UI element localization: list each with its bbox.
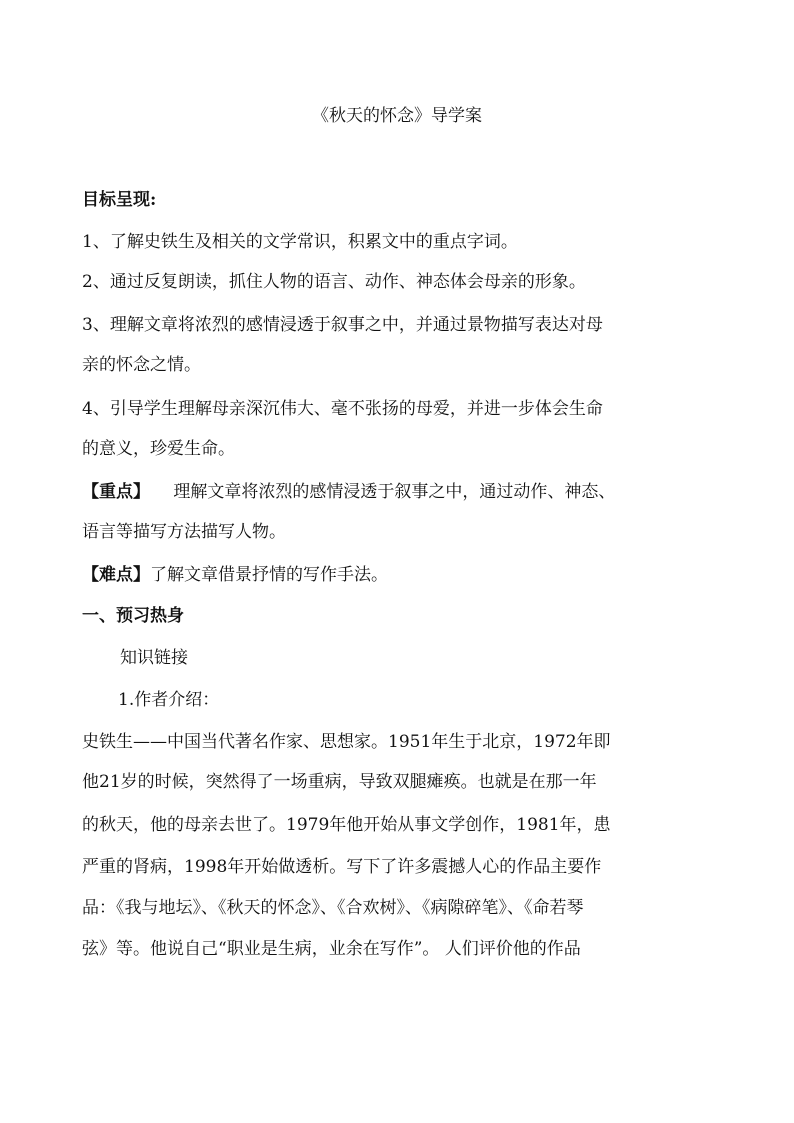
goal-line: 1、了解史铁生及相关的文学常识，积累文中的重点字词。 xyxy=(82,232,518,252)
goal-line: 3、理解文章将浓烈的感情浸透于叙事之中，并通过景物描写表达对母 xyxy=(82,315,603,335)
author-intro-line: 品：《我与地坛》、《秋天的怀念》、《合欢树》、《病隙碎笔》、《命若琴 xyxy=(82,898,584,918)
goals-heading: 目标呈现: xyxy=(82,190,157,210)
author-intro-line: 史铁生——中国当代著名作家、思想家。1951年生于北京，1972年即 xyxy=(82,732,611,752)
document-title: 《秋天的怀念》导学案 xyxy=(312,106,482,126)
author-intro-heading: 1.作者介绍： xyxy=(118,690,220,710)
goal-line: 亲的怀念之情。 xyxy=(82,355,201,375)
key-point-line1 xyxy=(82,480,712,504)
difficult-point xyxy=(82,563,712,587)
author-intro-line: 严重的肾病，1998年开始做透析。写下了许多震撼人心的作品主要作 xyxy=(82,857,602,877)
difficult-point-label: 【难点】 xyxy=(82,565,150,585)
key-point-text: 理解文章将浓烈的感情浸透于叙事之中，通过动作、神态、 xyxy=(173,482,616,502)
author-intro-line: 的秋天，他的母亲去世了。1979年他开始从事文学创作，1981年，患 xyxy=(82,815,611,835)
knowledge-link: 知识链接 xyxy=(120,648,188,668)
section1-heading: 一、预习热身 xyxy=(82,606,184,626)
author-intro-line: 弦》等。他说自己“职业是生病，业余在写作”。 人们评价他的作品 xyxy=(82,939,581,959)
key-point-line2: 语言等描写方法描写人物。 xyxy=(82,522,286,542)
goal-line: 2、通过反复朗读，抓住人物的语言、动作、神态体会母亲的形象。 xyxy=(82,272,586,292)
key-point-label: 【重点】 xyxy=(82,482,150,502)
goal-line: 4、引导学生理解母亲深沉伟大、毫不张扬的母爱，并进一步体会生命 xyxy=(82,399,603,419)
author-intro-line: 他21岁的时候，突然得了一场重病，导致双腿瘫痪。也就是在那一年 xyxy=(82,772,597,792)
goal-line: 的意义，珍爱生命。 xyxy=(82,439,235,459)
difficult-point-text: 了解文章借景抒情的写作手法。 xyxy=(150,565,388,585)
